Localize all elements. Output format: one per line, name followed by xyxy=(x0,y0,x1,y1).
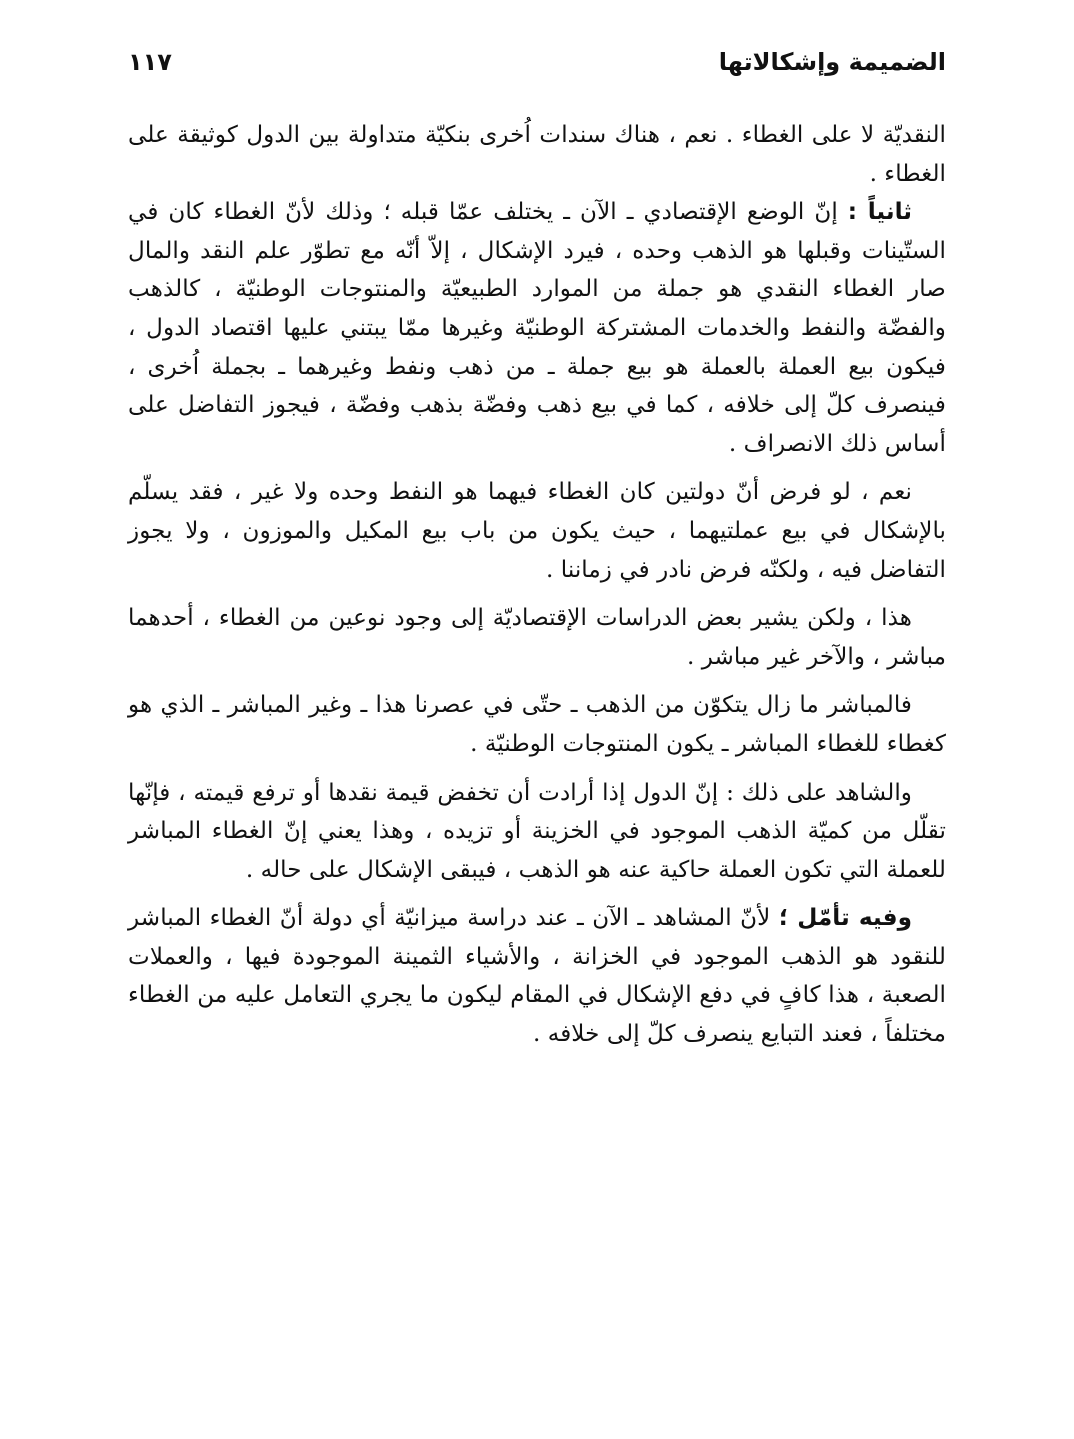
paragraph-lead: وفيه تأمّل ؛ xyxy=(778,904,912,932)
running-title: الضميمة وإشكالاتها xyxy=(718,48,946,76)
paragraph-text: نعم ، لو فرض أنّ دولتين كان الغطاء فيهما هو النفط وحده ولا غير ، فقد يسلّم بالإشكال في بيع عملتيهما ، حيث يكون من باب بيع المكيل والموزون ، ولا يجوز التفاضل فيه ، ولكنّه فرض نادر في زماننا . xyxy=(128,478,946,583)
paragraph-secondly xyxy=(128,193,946,463)
paragraph-direct-cover xyxy=(128,686,946,763)
paragraph-text: النقديّة لا على الغطاء . نعم ، هناك سندات اُخرى بنكيّة متداولة بين الدول كوثيقة على الغطاء . xyxy=(128,121,946,187)
paragraph-text: فالمباشر ما زال يتكوّن من الذهب ـ حتّى في عصرنا هذا ـ وغير المباشر ـ الذي هو كغطاء للغطاء المباشر ـ يكون المنتوجات الوطنيّة . xyxy=(128,691,946,757)
paragraph-continuation xyxy=(128,116,946,193)
paragraph-text: لأنّ المشاهد ـ الآن ـ عند دراسة ميزانيّة أي دولة أنّ الغطاء المباشر للنقود هو الذهب الموجود في الخزانة ، والأشياء الثمينة الموجودة فيها ، والعملات الصعبة ، هذا كافٍ في دفع الإشكال في المقام ليكون ما يجري التعامل عليه من الغطاء مختلفاً ، فعند التبايع ينصرف كلّ إلى خلافه . xyxy=(128,904,946,1048)
paragraph-evidence xyxy=(128,774,946,890)
paragraph-text: والشاهد على ذلك : إنّ الدول إذا أرادت أن تخفض قيمة نقدها أو ترفع قيمته ، فإنّها تقلّل من كميّة الذهب الموجود في الخزينة أو تزيده ، وهذا يعني إنّ الغطاء المباشر للعملة التي تكون العملة حاكية عنه هو الذهب ، فيبقى الإشكال على حاله . xyxy=(128,778,946,883)
paragraph-exception xyxy=(128,473,946,589)
paragraph-text: هذا ، ولكن يشير بعض الدراسات الإقتصاديّة إلى وجود نوعين من الغطاء ، أحدهما مباشر ، والآخر غير مباشر . xyxy=(128,604,946,670)
paragraph-lead: ثانياً : xyxy=(847,198,913,226)
body-text xyxy=(128,116,946,1054)
page-number: ١١٧ xyxy=(128,48,172,76)
paragraph-text: إنّ الوضع الإقتصادي ـ الآن ـ يختلف عمّا قبله ؛ وذلك لأنّ الغطاء كان في الستّينات وقبلها هو الذهب وحده ، فيرد الإشكال ، إلاّ أنّه مع تطوّر علم النقد والمال صار الغطاء النقدي هو جملة من الموارد الطبيعيّة والمنتوجات الوطنيّة ، كالذهب والفضّة والنفط والخدمات المشتركة الوطنيّة وغيرها ممّا يبتني عليها اقتصاد الدول ، فيكون بيع العملة بالعملة هو بيع جملة ـ من ذهب ونفط وغيرهما ـ بجملة اُخرى ، فينصرف كلّ إلى خلافه ، كما في بيع ذهب وفضّة بذهب وفضّة ، فيجوز التفاضل على أساس ذلك الانصراف . xyxy=(128,198,946,457)
paragraph-reflection xyxy=(128,899,946,1053)
paragraph-two-types xyxy=(128,599,946,676)
page-header xyxy=(128,40,946,84)
